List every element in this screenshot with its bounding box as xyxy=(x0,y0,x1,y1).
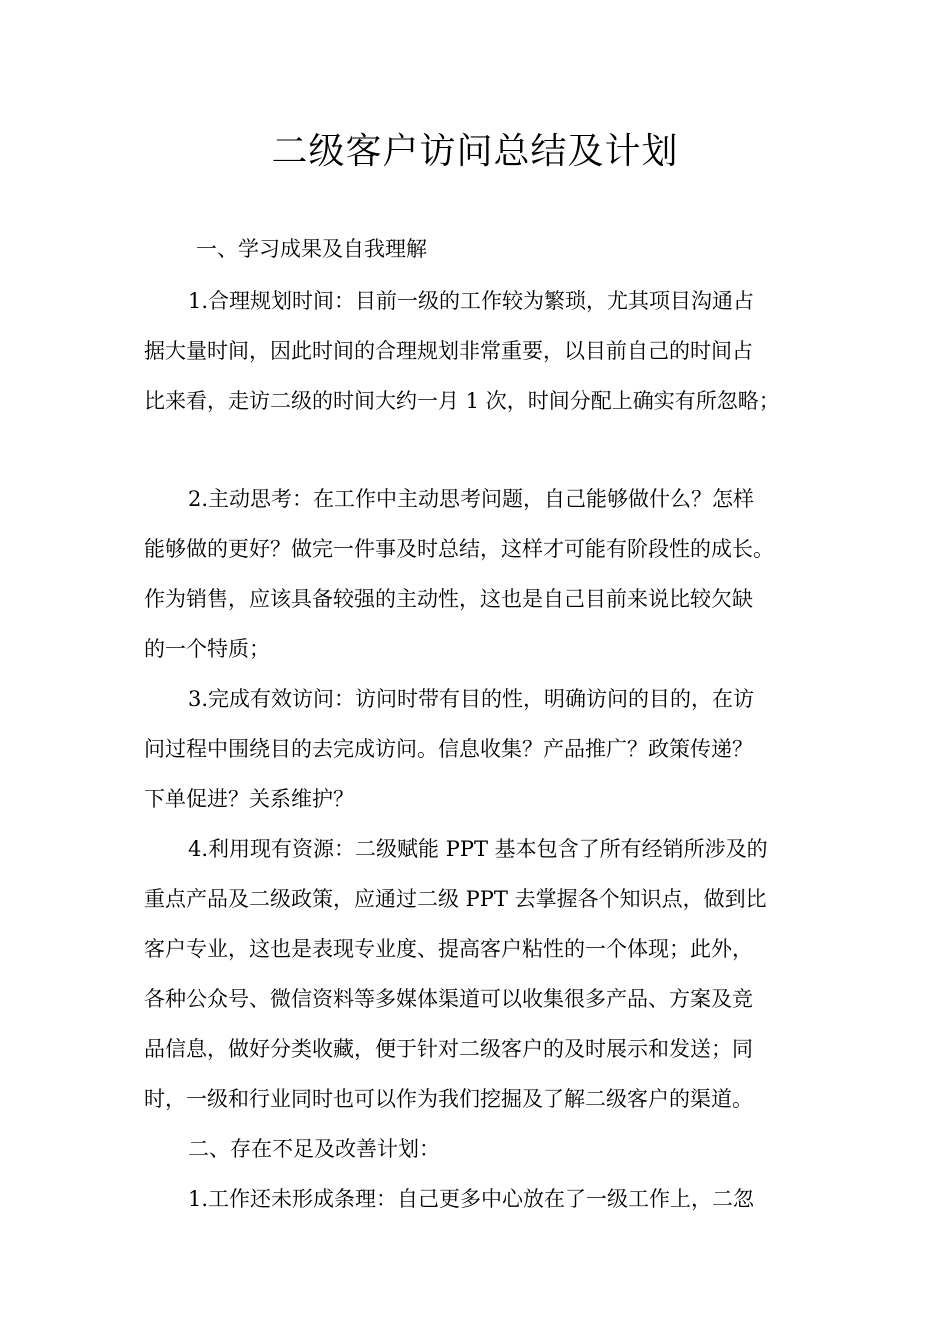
paragraph-line: 比来看，走访二级的时间大约一月 1 次，时间分配上确实有所忽略； xyxy=(144,389,780,413)
paragraph-line: 下单促进？关系维护？ xyxy=(144,787,354,811)
paragraph-line: 重点产品及二级政策，应通过二级 PPT 去掌握各个知识点，做到比 xyxy=(144,887,767,911)
paragraph-line: 4.利用现有资源：二级赋能 PPT 基本包含了所有经销所涉及的 xyxy=(188,837,768,861)
section-heading-1: 一、学习成果及自我理解 xyxy=(196,237,427,261)
paragraph-line: 问过程中围绕目的去完成访问。信息收集？产品推广？政策传递？ xyxy=(144,737,753,761)
paragraph-line: 作为销售，应该具备较强的主动性，这也是自己目前来说比较欠缺 xyxy=(144,587,753,611)
paragraph-line: 能够做的更好？做完一件事及时总结，这样才可能有阶段性的成长。 xyxy=(144,537,774,561)
paragraph-line: 3.完成有效访问：访问时带有目的性，明确访问的目的，在访 xyxy=(188,687,755,711)
paragraph-line: 各种公众号、微信资料等多媒体渠道可以收集很多产品、方案及竞 xyxy=(144,987,753,1011)
paragraph-line: 2.主动思考：在工作中主动思考问题，自己能够做什么？怎样 xyxy=(188,487,755,511)
paragraph-line: 1.工作还未形成条理：自己更多中心放在了一级工作上，二忽 xyxy=(188,1187,755,1211)
paragraph-line: 时，一级和行业同时也可以作为我们挖掘及了解二级客户的渠道。 xyxy=(144,1087,753,1111)
paragraph-line: 客户专业，这也是表现专业度、提高客户粘性的一个体现；此外， xyxy=(144,937,753,961)
paragraph-line: 据大量时间，因此时间的合理规划非常重要，以目前自己的时间占 xyxy=(144,339,753,363)
paragraph-line: 品信息，做好分类收藏，便于针对二级客户的及时展示和发送；同 xyxy=(144,1037,753,1061)
paragraph-line: 1.合理规划时间：目前一级的工作较为繁琐，尤其项目沟通占 xyxy=(188,289,755,313)
paragraph-line: 的一个特质； xyxy=(144,637,270,661)
section-heading-2: 二、存在不足及改善计划： xyxy=(188,1137,440,1161)
document-title: 二级客户访问总结及计划 xyxy=(271,131,679,172)
